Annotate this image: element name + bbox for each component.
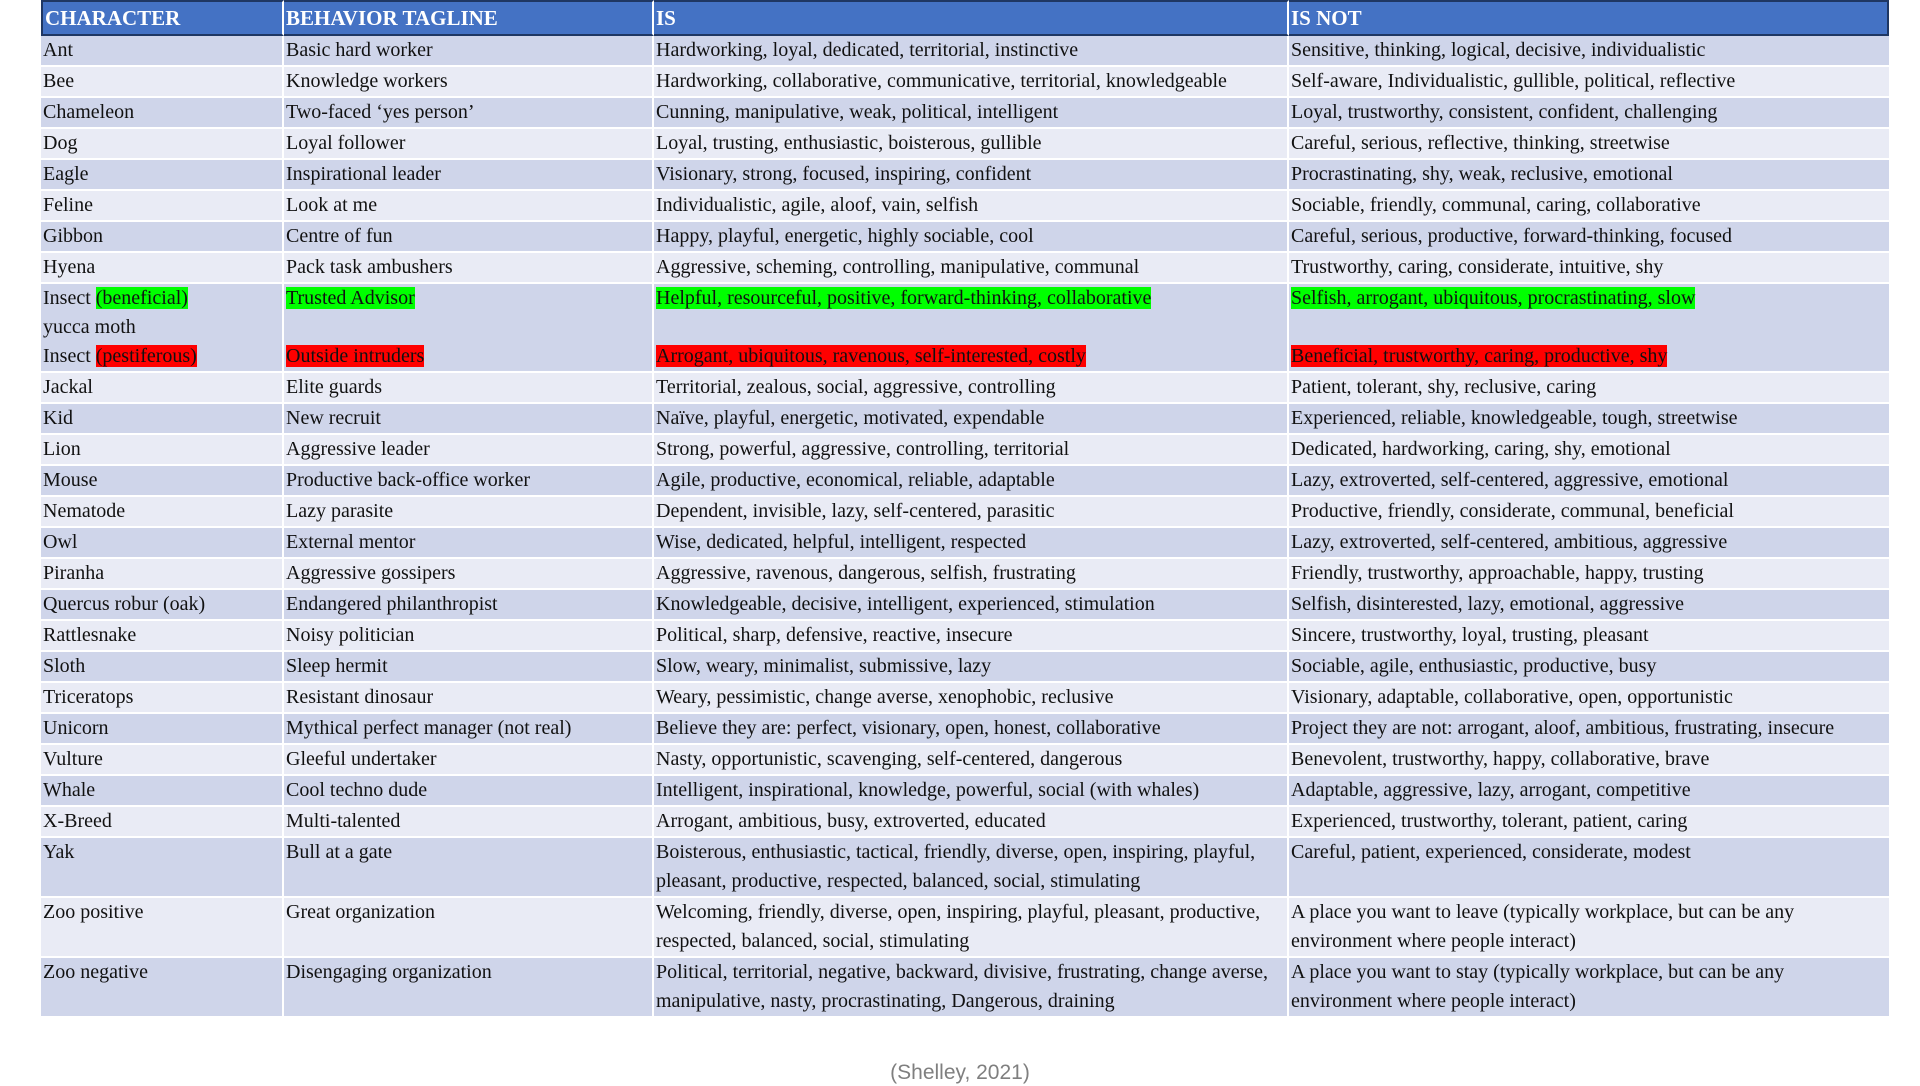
- cell-is-not: Productive, friendly, considerate, communal, beneficial: [1289, 497, 1889, 528]
- cell-character: Quercus robur (oak): [41, 590, 284, 621]
- cell-character: Jackal: [41, 373, 284, 404]
- cell-character: Unicorn: [41, 714, 284, 745]
- cell-tagline: Mythical perfect manager (not real): [284, 714, 654, 745]
- table-row: [41, 745, 1889, 776]
- cell-tagline: Resistant dinosaur: [284, 683, 654, 714]
- cell-is: Dependent, invisible, lazy, self-centered, parasitic: [654, 497, 1289, 528]
- cell-character: Bee: [41, 67, 284, 98]
- cell-is: Welcoming, friendly, diverse, open, inspiring, playful, pleasant, productive, respected, balanced, social, stimulating: [654, 898, 1289, 958]
- table-row: [41, 191, 1889, 222]
- cell-character: Ant: [41, 36, 284, 67]
- cell-is: Happy, playful, energetic, highly sociable, cool: [654, 222, 1289, 253]
- table-row: [41, 67, 1889, 98]
- cell-character: Rattlesnake: [41, 621, 284, 652]
- cell-is: Aggressive, scheming, controlling, manipulative, communal: [654, 253, 1289, 284]
- header-row: [41, 0, 1889, 36]
- cell-is-not: Self-aware, Individualistic, gullible, political, reflective: [1289, 67, 1889, 98]
- cell-tagline: Look at me: [284, 191, 654, 222]
- table-body: [41, 36, 1889, 1018]
- beneficial-line: [1291, 284, 1887, 313]
- header-is: IS: [654, 0, 1289, 36]
- table-row: [41, 652, 1889, 683]
- spacer-line: [286, 313, 650, 342]
- cell-character: Kid: [41, 404, 284, 435]
- cell-tagline: Disengaging organization: [284, 958, 654, 1018]
- cell-is-not: Loyal, trustworthy, consistent, confident, challenging: [1289, 98, 1889, 129]
- cell-tagline: Centre of fun: [284, 222, 654, 253]
- table-row: [41, 898, 1889, 958]
- table-row-insect: [41, 284, 1889, 373]
- cell-is-not: A place you want to stay (typically workplace, but can be any environment where people interact): [1289, 958, 1889, 1018]
- cell-is-not: Benevolent, trustworthy, happy, collaborative, brave: [1289, 745, 1889, 776]
- cell-is: Strong, powerful, aggressive, controlling, territorial: [654, 435, 1289, 466]
- pestiferous-line: [656, 342, 1285, 371]
- table-row: [41, 435, 1889, 466]
- cell-is: Believe they are: perfect, visionary, open, honest, collaborative: [654, 714, 1289, 745]
- beneficial-tagline: Trusted Advisor: [286, 287, 415, 309]
- cell-character: Feline: [41, 191, 284, 222]
- cell-is: Cunning, manipulative, weak, political, intelligent: [654, 98, 1289, 129]
- table-row: [41, 776, 1889, 807]
- table-row: [41, 404, 1889, 435]
- table-row: [41, 714, 1889, 745]
- cell-is: Aggressive, ravenous, dangerous, selfish, frustrating: [654, 559, 1289, 590]
- insect-pestiferous-line: [43, 342, 280, 371]
- table-row: [41, 838, 1889, 898]
- header-character: CHARACTER: [41, 0, 284, 36]
- cell-character: Yak: [41, 838, 284, 898]
- cell-tagline: [284, 284, 654, 373]
- cell-is-not: Adaptable, aggressive, lazy, arrogant, competitive: [1289, 776, 1889, 807]
- cell-is: Boisterous, enthusiastic, tactical, friendly, diverse, open, inspiring, playful, pleasant, productive, respected, balanced, social, stimulating: [654, 838, 1289, 898]
- cell-is-not: Procrastinating, shy, weak, reclusive, emotional: [1289, 160, 1889, 191]
- cell-is: Arrogant, ambitious, busy, extroverted, educated: [654, 807, 1289, 838]
- cell-character: Triceratops: [41, 683, 284, 714]
- table-row: [41, 98, 1889, 129]
- table-row: [41, 559, 1889, 590]
- cell-character: [41, 284, 284, 373]
- cell-tagline: Lazy parasite: [284, 497, 654, 528]
- cell-tagline: Productive back-office worker: [284, 466, 654, 497]
- cell-is-not: Careful, serious, reflective, thinking, streetwise: [1289, 129, 1889, 160]
- cell-tagline: Pack task ambushers: [284, 253, 654, 284]
- cell-is: Visionary, strong, focused, inspiring, confident: [654, 160, 1289, 191]
- cell-character: Hyena: [41, 253, 284, 284]
- cell-is: Political, territorial, negative, backward, divisive, frustrating, change averse, manipulative, nasty, procrastinating, Dangerous, draining: [654, 958, 1289, 1018]
- cell-is: Intelligent, inspirational, knowledge, powerful, social (with whales): [654, 776, 1289, 807]
- table-row: [41, 253, 1889, 284]
- cell-character: Zoo negative: [41, 958, 284, 1018]
- cell-is-not: Patient, tolerant, shy, reclusive, caring: [1289, 373, 1889, 404]
- citation: (Shelley, 2021): [890, 1061, 1030, 1084]
- table-row: [41, 160, 1889, 191]
- cell-is: Wise, dedicated, helpful, intelligent, respected: [654, 528, 1289, 559]
- cell-is: [654, 284, 1289, 373]
- table-row: [41, 683, 1889, 714]
- cell-is-not: Trustworthy, caring, considerate, intuitive, shy: [1289, 253, 1889, 284]
- beneficial-is: Helpful, resourceful, positive, forward-thinking, collaborative: [656, 287, 1152, 309]
- cell-is-not: Selfish, disinterested, lazy, emotional, aggressive: [1289, 590, 1889, 621]
- cell-tagline: Cool techno dude: [284, 776, 654, 807]
- cell-is-not: Project they are not: arrogant, aloof, ambitious, frustrating, insecure: [1289, 714, 1889, 745]
- table-row: [41, 807, 1889, 838]
- beneficial-is-not: Selfish, arrogant, ubiquitous, procrastinating, slow: [1291, 287, 1696, 309]
- table-row: [41, 958, 1889, 1018]
- table-row: [41, 36, 1889, 67]
- cell-character: Mouse: [41, 466, 284, 497]
- cell-character: Piranha: [41, 559, 284, 590]
- cell-is-not: Experienced, trustworthy, tolerant, patient, caring: [1289, 807, 1889, 838]
- cell-tagline: Aggressive gossipers: [284, 559, 654, 590]
- insect-name: Insect: [43, 345, 91, 367]
- beneficial-line: [286, 284, 650, 313]
- cell-character: Owl: [41, 528, 284, 559]
- cell-is: Naïve, playful, energetic, motivated, expendable: [654, 404, 1289, 435]
- cell-is-not: Lazy, extroverted, self-centered, ambitious, aggressive: [1289, 528, 1889, 559]
- table-row: [41, 528, 1889, 559]
- cell-is-not: Visionary, adaptable, collaborative, open, opportunistic: [1289, 683, 1889, 714]
- table-row: [41, 222, 1889, 253]
- cell-character: Lion: [41, 435, 284, 466]
- pestiferous-is-not: Beneficial, trustworthy, caring, productive, shy: [1291, 345, 1668, 367]
- cell-is-not: Sociable, agile, enthusiastic, productive, busy: [1289, 652, 1889, 683]
- cell-tagline: Loyal follower: [284, 129, 654, 160]
- pestiferous-line: [1291, 342, 1887, 371]
- cell-is: Loyal, trusting, enthusiastic, boisterous, gullible: [654, 129, 1289, 160]
- cell-is-not: Sincere, trustworthy, loyal, trusting, pleasant: [1289, 621, 1889, 652]
- cell-tagline: External mentor: [284, 528, 654, 559]
- pestiferous-is: Arrogant, ubiquitous, ravenous, self-interested, costly: [656, 345, 1086, 367]
- cell-character: X-Breed: [41, 807, 284, 838]
- cell-tagline: Sleep hermit: [284, 652, 654, 683]
- beneficial-qualifier: (beneficial): [95, 287, 188, 309]
- cell-tagline: Multi-talented: [284, 807, 654, 838]
- cell-character: Whale: [41, 776, 284, 807]
- cell-is-not: Sociable, friendly, communal, caring, collaborative: [1289, 191, 1889, 222]
- character-table: [41, 0, 1889, 1018]
- cell-is: Hardworking, loyal, dedicated, territorial, instinctive: [654, 36, 1289, 67]
- beneficial-line: [656, 284, 1285, 313]
- cell-character: Zoo positive: [41, 898, 284, 958]
- table-row: [41, 466, 1889, 497]
- cell-is-not: Sensitive, thinking, logical, decisive, individualistic: [1289, 36, 1889, 67]
- header-is-not: IS NOT: [1289, 0, 1889, 36]
- cell-character: Chameleon: [41, 98, 284, 129]
- cell-is-not: Careful, patient, experienced, considerate, modest: [1289, 838, 1889, 898]
- cell-tagline: Two-faced ‘yes person’: [284, 98, 654, 129]
- table-row: [41, 373, 1889, 404]
- insect-example: yucca moth: [43, 316, 136, 338]
- table-row: [41, 621, 1889, 652]
- cell-tagline: Inspirational leader: [284, 160, 654, 191]
- cell-character: Gibbon: [41, 222, 284, 253]
- cell-tagline: Noisy politician: [284, 621, 654, 652]
- cell-tagline: Endangered philanthropist: [284, 590, 654, 621]
- cell-character: Sloth: [41, 652, 284, 683]
- cell-is-not: Experienced, reliable, knowledgeable, tough, streetwise: [1289, 404, 1889, 435]
- pestiferous-line: [286, 342, 650, 371]
- cell-is-not: [1289, 284, 1889, 373]
- cell-is: Hardworking, collaborative, communicative, territorial, knowledgeable: [654, 67, 1289, 98]
- cell-character: Eagle: [41, 160, 284, 191]
- spacer-line: [1291, 313, 1887, 342]
- cell-tagline: Basic hard worker: [284, 36, 654, 67]
- cell-is: Political, sharp, defensive, reactive, insecure: [654, 621, 1289, 652]
- cell-is: Knowledgeable, decisive, intelligent, experienced, stimulation: [654, 590, 1289, 621]
- cell-character: Nematode: [41, 497, 284, 528]
- cell-character: Vulture: [41, 745, 284, 776]
- table-header: [41, 0, 1889, 36]
- table-row: [41, 590, 1889, 621]
- cell-character: Dog: [41, 129, 284, 160]
- cell-tagline: Great organization: [284, 898, 654, 958]
- spacer-line: [656, 313, 1285, 342]
- cell-tagline: Elite guards: [284, 373, 654, 404]
- insect-name: Insect: [43, 287, 91, 309]
- cell-is-not: Friendly, trustworthy, approachable, happy, trusting: [1289, 559, 1889, 590]
- insect-beneficial-line: [43, 284, 280, 313]
- cell-is-not: Careful, serious, productive, forward-thinking, focused: [1289, 222, 1889, 253]
- insect-example-line: [43, 313, 280, 342]
- cell-tagline: Bull at a gate: [284, 838, 654, 898]
- pestiferous-qualifier: (pestiferous): [95, 345, 197, 367]
- cell-is: Individualistic, agile, aloof, vain, selfish: [654, 191, 1289, 222]
- table-row: [41, 497, 1889, 528]
- cell-tagline: Aggressive leader: [284, 435, 654, 466]
- header-behavior-tagline: BEHAVIOR TAGLINE: [284, 0, 654, 36]
- cell-is: Agile, productive, economical, reliable, adaptable: [654, 466, 1289, 497]
- cell-is-not: A place you want to leave (typically workplace, but can be any environment where people interact): [1289, 898, 1889, 958]
- cell-tagline: Gleeful undertaker: [284, 745, 654, 776]
- cell-is: Territorial, zealous, social, aggressive, controlling: [654, 373, 1289, 404]
- pestiferous-tagline: Outside intruders: [286, 345, 425, 367]
- cell-tagline: Knowledge workers: [284, 67, 654, 98]
- cell-is-not: Dedicated, hardworking, caring, shy, emotional: [1289, 435, 1889, 466]
- cell-is: Slow, weary, minimalist, submissive, lazy: [654, 652, 1289, 683]
- cell-is-not: Lazy, extroverted, self-centered, aggressive, emotional: [1289, 466, 1889, 497]
- cell-tagline: New recruit: [284, 404, 654, 435]
- table-row: [41, 129, 1889, 160]
- cell-is: Nasty, opportunistic, scavenging, self-centered, dangerous: [654, 745, 1289, 776]
- cell-is: Weary, pessimistic, change averse, xenophobic, reclusive: [654, 683, 1289, 714]
